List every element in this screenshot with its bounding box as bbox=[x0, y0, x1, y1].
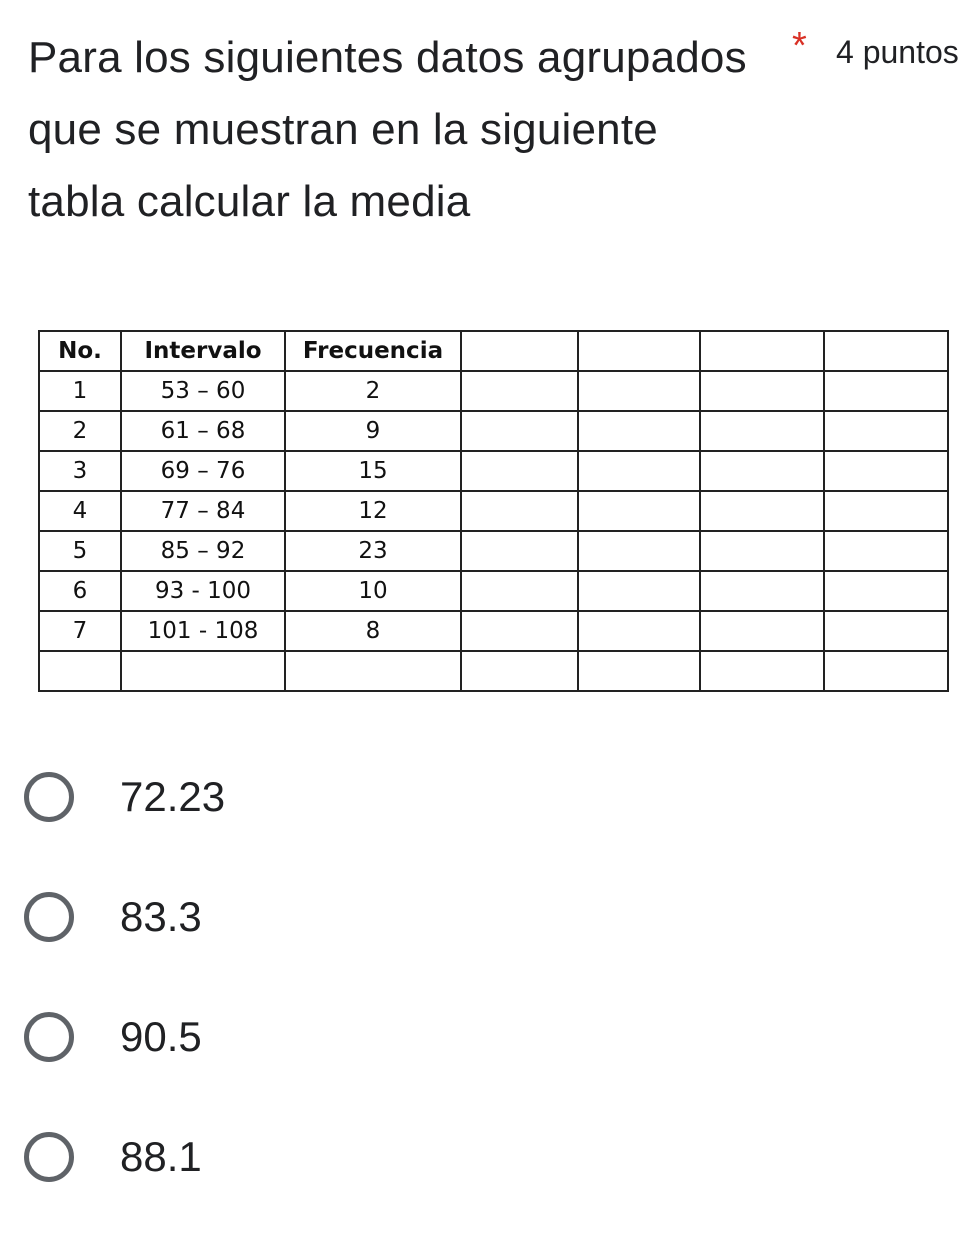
table-row bbox=[39, 451, 948, 491]
table-cell bbox=[700, 571, 824, 611]
table-cell: 2 bbox=[285, 371, 461, 411]
header-cell bbox=[461, 331, 578, 371]
table-cell: 6 bbox=[39, 571, 121, 611]
table-cell bbox=[578, 491, 700, 531]
table-cell bbox=[700, 451, 824, 491]
table-cell bbox=[824, 491, 948, 531]
table-cell: 69 – 76 bbox=[121, 451, 285, 491]
table-cell: 23 bbox=[285, 531, 461, 571]
table-cell bbox=[578, 411, 700, 451]
required-marker: * bbox=[792, 25, 807, 67]
table-cell: 8 bbox=[285, 611, 461, 651]
table-cell bbox=[700, 411, 824, 451]
option-label: 90.5 bbox=[120, 1013, 202, 1060]
table-cell: 2 bbox=[39, 411, 121, 451]
table-row bbox=[39, 611, 948, 651]
option-88-1[interactable] bbox=[24, 1125, 225, 1189]
header-cell: Frecuencia bbox=[285, 331, 461, 371]
table-cell: 53 – 60 bbox=[121, 371, 285, 411]
table-row bbox=[39, 371, 948, 411]
table-cell bbox=[824, 531, 948, 571]
table-cell bbox=[461, 531, 578, 571]
table-cell bbox=[700, 491, 824, 531]
table-cell: 85 – 92 bbox=[121, 531, 285, 571]
table-cell bbox=[700, 371, 824, 411]
option-83-3[interactable] bbox=[24, 885, 225, 949]
table-cell bbox=[461, 411, 578, 451]
table-cell bbox=[824, 411, 948, 451]
header-cell bbox=[700, 331, 824, 371]
table-cell: 9 bbox=[285, 411, 461, 451]
table-cell bbox=[461, 611, 578, 651]
table-cell bbox=[461, 651, 578, 691]
table-cell bbox=[578, 531, 700, 571]
table-cell bbox=[578, 371, 700, 411]
question-title: Para los siguientes datos agrupados que se muestran en la siguiente tabla calcular la media bbox=[28, 33, 747, 226]
header-cell: No. bbox=[39, 331, 121, 371]
table-cell bbox=[578, 451, 700, 491]
table-cell: 1 bbox=[39, 371, 121, 411]
points-label: 4 puntos bbox=[836, 34, 959, 70]
question-header bbox=[28, 22, 968, 238]
answer-options bbox=[24, 765, 225, 1245]
table-cell bbox=[824, 571, 948, 611]
table-header-row bbox=[39, 331, 948, 371]
radio-unchecked-icon[interactable] bbox=[24, 1132, 74, 1182]
table-cell bbox=[700, 611, 824, 651]
table-cell: 5 bbox=[39, 531, 121, 571]
table-cell bbox=[824, 451, 948, 491]
option-label: 83.3 bbox=[120, 893, 202, 940]
option-label: 88.1 bbox=[120, 1133, 202, 1180]
radio-unchecked-icon[interactable] bbox=[24, 892, 74, 942]
table-cell bbox=[578, 571, 700, 611]
table-row bbox=[39, 531, 948, 571]
table-row bbox=[39, 651, 948, 691]
table-cell: 61 – 68 bbox=[121, 411, 285, 451]
table-cell bbox=[700, 531, 824, 571]
table-cell bbox=[285, 651, 461, 691]
table-cell: 12 bbox=[285, 491, 461, 531]
header-cell bbox=[578, 331, 700, 371]
table-cell: 93 - 100 bbox=[121, 571, 285, 611]
table-cell bbox=[121, 651, 285, 691]
table-cell: 3 bbox=[39, 451, 121, 491]
option-72-23[interactable] bbox=[24, 765, 225, 829]
table-cell bbox=[824, 651, 948, 691]
option-label: 72.23 bbox=[120, 773, 226, 820]
table-cell bbox=[824, 371, 948, 411]
radio-unchecked-icon[interactable] bbox=[24, 1012, 74, 1062]
radio-unchecked-icon[interactable] bbox=[24, 772, 74, 822]
table-cell bbox=[700, 651, 824, 691]
table-cell: 7 bbox=[39, 611, 121, 651]
table-cell: 10 bbox=[285, 571, 461, 611]
data-table-image bbox=[38, 330, 949, 692]
table-cell bbox=[461, 491, 578, 531]
header-cell bbox=[824, 331, 948, 371]
table-cell: 15 bbox=[285, 451, 461, 491]
table-cell: 4 bbox=[39, 491, 121, 531]
table-cell bbox=[461, 571, 578, 611]
header-cell: Intervalo bbox=[121, 331, 285, 371]
table-cell bbox=[578, 611, 700, 651]
table-cell bbox=[578, 651, 700, 691]
option-90-5[interactable] bbox=[24, 1005, 225, 1069]
table-row bbox=[39, 411, 948, 451]
grouped-data-table bbox=[38, 330, 949, 692]
table-cell bbox=[824, 611, 948, 651]
table-cell bbox=[461, 371, 578, 411]
table-row bbox=[39, 571, 948, 611]
table-cell: 77 – 84 bbox=[121, 491, 285, 531]
table-cell bbox=[39, 651, 121, 691]
table-cell: 101 - 108 bbox=[121, 611, 285, 651]
table-cell bbox=[461, 451, 578, 491]
table-row bbox=[39, 491, 948, 531]
